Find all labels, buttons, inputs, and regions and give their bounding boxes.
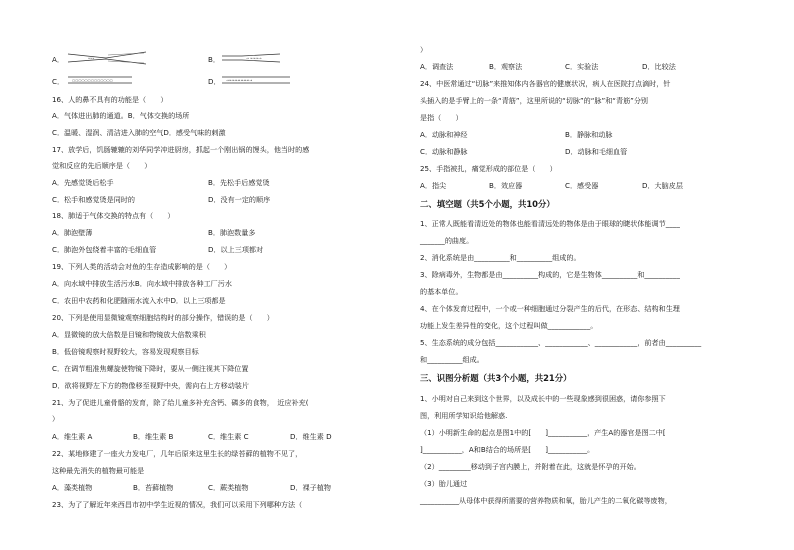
right-column	[397, 0, 794, 550]
q22-option-b: B．苔藓植物	[133, 483, 174, 492]
fill-q3-line2: 的基本单位。	[420, 287, 463, 296]
option-d-label: D．	[208, 77, 221, 86]
q22-stem-line2: 这种最先消失的植物最可能是	[52, 466, 145, 475]
analysis-part3-line1: （3）胎儿通过	[420, 479, 468, 488]
q17-option-c: C．松手和感觉烫是同时的	[52, 195, 135, 204]
q16-option-ab: A．气体进出肺的通道。B．气体交换的场所	[52, 111, 190, 120]
q23-option-d: D．比较法	[642, 62, 676, 71]
q21-option-d: D．维生素 D	[290, 432, 332, 441]
q23-option-b: B．观察法	[489, 62, 523, 71]
q21-option-c: C．维生素 C	[208, 432, 249, 441]
q18-option-d: D．以上三项都对	[208, 245, 264, 254]
q24-stem-line2: 头插入的是手臂上的一条“青筋”，这里所说的“切脉”的“脉”和“青筋”分别	[420, 96, 649, 105]
q20-option-b: B．低倍镜观察时视野较大，容易发现观察目标	[52, 347, 199, 356]
svg-text:→ ∞∞∞→: → ∞∞∞→	[246, 56, 262, 61]
q21-option-a: A．维生素 A	[52, 432, 93, 441]
analysis-part3-line2: ___________从母体中获得所需要的营养物质和氧，胎儿产生的二氧化碳等废物，	[420, 496, 672, 505]
q21-stem-line1: 21、为了促进儿童骨骼的发育，除了给儿童多补充含钙、磷多的食物， 近应补充(	[52, 398, 309, 407]
fill-q5-line1: 5、生态系统的成分包括____________、____________、____________，前者由__________	[420, 338, 702, 347]
q22-option-d: D．裸子植物	[290, 483, 331, 492]
vessel-diagram-d	[220, 74, 294, 86]
q19-option-ab: A．向水域中排放生活污水B．向水域中排放各种工厂污水	[52, 279, 232, 288]
q24-option-c: C．动脉和静脉	[420, 147, 468, 156]
q17-option-b: B．先松手后感觉烫	[208, 178, 270, 187]
q18-option-a: A．肺泡壁薄	[52, 228, 93, 237]
q20-option-c: C．在调节粗准焦螺旋使物镜下降时，要从一侧注视其下降位置	[52, 364, 249, 373]
analysis-q1-line2: 图，利用所学知识给他解惑.	[420, 411, 508, 420]
q17-option-a: A．先感觉烫后松手	[52, 178, 114, 187]
q24-option-b: B．静脉和动脉	[565, 130, 613, 139]
fill-q1-line1: 1、正常人既能看清近处的物体也能看清远处的物体是由于眼球的睫状体能调节____	[420, 219, 680, 228]
fill-q1-line2: _______的曲度。	[420, 236, 474, 245]
q19-stem: 19、下列人类的活动会对鱼的生存造成影响的是（ ）	[52, 262, 232, 271]
option-a-label: A．	[52, 55, 64, 64]
q18-option-c: C．肺泡外包绕着丰富的毛细血管	[52, 245, 157, 254]
vessel-diagram-a	[66, 50, 148, 66]
svg-text:○○○○○○○○○○○○○: ○○○○○○○○○○○○○	[72, 78, 113, 83]
q17-stem-line1: 17、放学后，饥肠辘辘的刘华同学冲进厨房，抓起一个刚出锅的馒头，他当时的感	[52, 145, 310, 154]
q24-stem-line1: 24、中医常通过“切脉”来推知体内各器官的健康状况，病人在医院打点滴时，针	[420, 79, 671, 88]
analysis-part2: （2）_________移动到子宫内膜上，并附着在此，这就是怀孕的开始。	[420, 462, 641, 471]
vessel-diagram-c	[66, 74, 136, 86]
option-c-label: C．	[52, 77, 65, 86]
q16-stem: 16、人的鼻不具有的功能是（ ）	[52, 95, 168, 104]
svg-text:»»»: »»»	[88, 56, 95, 61]
q20-option-d: D．欲将视野左下方的物像移至视野中央，需向右上方移动装片	[52, 381, 249, 390]
q25-option-d: D．大脑皮层	[642, 181, 683, 190]
q25-stem: 25、手指被扎，痛觉形成的部位是（ ）	[420, 164, 557, 173]
q25-option-a: A．指尖	[420, 181, 447, 190]
fill-q4-line1: 4、在个体发育过程中，一个或一种细胞通过分裂产生的后代，在形态、结构和生理	[420, 304, 680, 313]
q18-stem: 18、肺适于气体交换的特点有（ ）	[52, 211, 175, 220]
q18-option-b: B．肺泡数量多	[208, 228, 256, 237]
q22-option-c: C．蕨类植物	[208, 483, 249, 492]
q23-option-a: A．调查法	[420, 62, 454, 71]
q22-option-a: A．藻类植物	[52, 483, 93, 492]
q20-stem: 20、下列是使用显微镜观察细胞结构时的部分操作，错误的是（ ）	[52, 313, 274, 322]
q23-option-c: C．实验法	[565, 62, 599, 71]
section2-title: 二、填空题（共5个小题，共10分）	[420, 199, 555, 209]
fill-q3-line1: 3、除病毒外，生物都是由__________构成的，它是生物体__________和__________	[420, 270, 680, 279]
svg-text:→∞∞∞∞∞∞∞→: →∞∞∞∞∞∞∞→	[226, 78, 253, 83]
vessel-diagram-b	[220, 52, 286, 64]
q23-stem: 23、为了了解近年来西昌市初中学生近视的情况，我们可以采用下列哪种方法（	[52, 500, 303, 509]
q24-option-d: D．动脉和毛细血管	[565, 147, 628, 156]
option-b-label: B．	[208, 55, 220, 64]
q21-stem-line2: ）	[52, 414, 60, 423]
q25-option-c: C．感受器	[565, 181, 599, 190]
analysis-q1-line1: 1、小明对自己来到这个世界，以及成长中的一些现象感到很困惑，请你参照下	[420, 394, 666, 403]
q24-option-a: A．动脉和神经	[420, 130, 468, 139]
fill-q4-line2: 功能上发生差异性的变化，这个过程叫做____________。	[420, 321, 598, 330]
section3-title: 三、识图分析题（共3个小题，共21分）	[420, 373, 572, 383]
q17-stem-line2: 觉和反应的先后顺序是（ ）	[52, 161, 152, 170]
q25-option-b: B．效应器	[489, 181, 523, 190]
analysis-part1-line1: （1）小明新生命的起点是图1中的[ ]___________，产生A的器官是图二中[	[420, 428, 666, 437]
analysis-part1-line2: ]___________，A和B结合的场所是[ ]___________。	[420, 445, 595, 454]
fill-q5-line2: 和__________组成。	[420, 355, 484, 364]
q23-close-paren: ）	[420, 45, 428, 54]
left-column	[0, 0, 396, 550]
fill-q2: 2、消化系统是由__________和__________组成的。	[420, 253, 581, 262]
q16-option-cd: C．温暖、湿润、清洁进入肺的空气D．感受气味的刺激	[52, 128, 226, 137]
q21-option-b: B．维生素 B	[133, 432, 174, 441]
q20-option-a: A．显微镜的放大倍数是目镜和物镜放大倍数乘积	[52, 330, 206, 339]
q19-option-cd: C．农田中农药和化肥随雨水流入水中D．以上三项都是	[52, 296, 226, 305]
q24-stem-line3: 是指（ ）	[420, 113, 463, 122]
q22-stem-line1: 22、某地修建了一座火力发电厂，几年后原来这里生长的绿苔藓的植物不见了，	[52, 449, 303, 458]
q17-option-d: D．没有一定的顺序	[208, 195, 271, 204]
